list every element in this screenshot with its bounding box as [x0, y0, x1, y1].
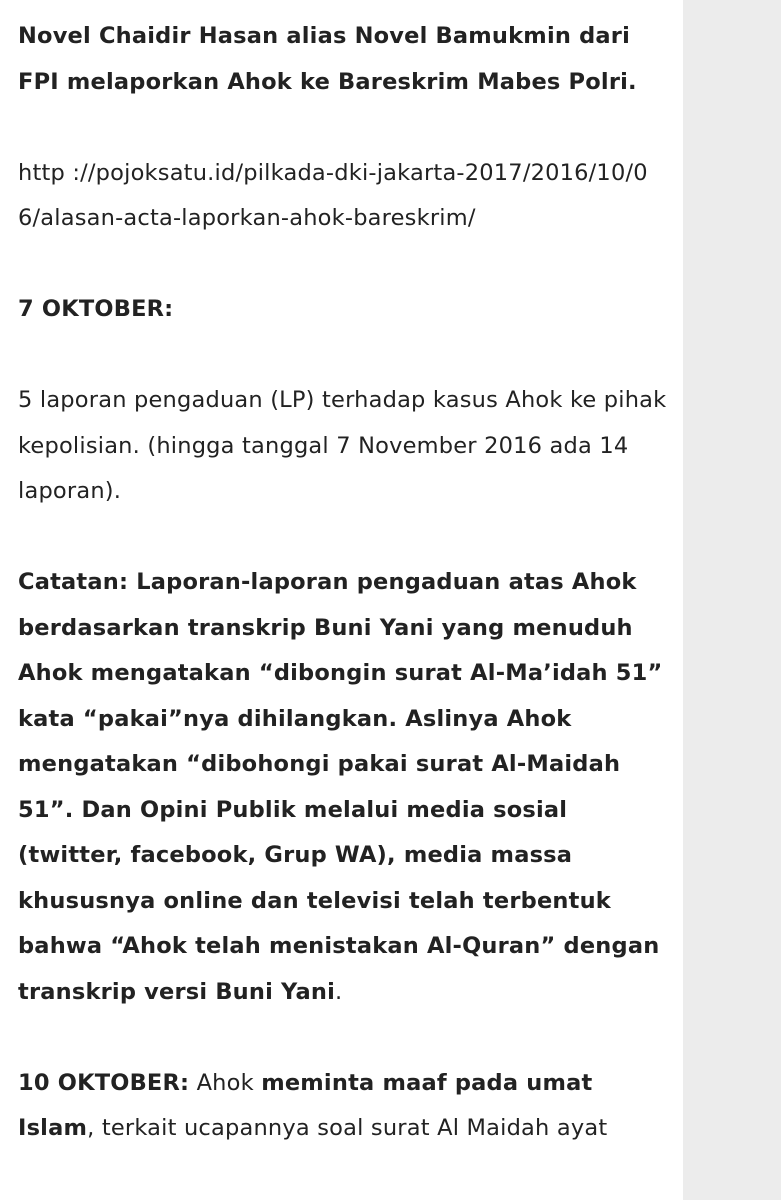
- paragraph-catatan: [18, 560, 668, 1015]
- paragraph-laporan: 5 laporan pengaduan (LP) terhadap kasus Ahok ke pihak kepolisian. (hingga tanggal 7 November 2016 ada 14 laporan).: [18, 387, 667, 504]
- paragraph-report: Novel Chaidir Hasan alias Novel Bamukmin dari FPI melaporkan Ahok ke Bareskrim Mabes Polri.: [18, 23, 637, 95]
- date-heading-7-oktober: 7 OKTOBER:: [18, 296, 174, 322]
- catatan-period: .: [335, 978, 343, 1005]
- catatan-bold-text: Catatan: Laporan-laporan pengaduan atas Ahok berdasarkan transkrip Buni Yani yang menuduh Ahok mengatakan “dibongin surat Al-Ma’idah 51” kata “pakai”nya dihilangkan. Aslinya Ahok mengatakan “dibohongi pakai surat Al-Maidah 51”. Dan Opini Publik melalui media sosial (twitter, facebook, Grup WA), media massa khususnya online dan televisi telah terbentuk bahwa “Ahok telah menistakan Al-Quran” dengan transkrip versi Buni Yani: [18, 569, 663, 1005]
- source-link[interactable]: http ://pojoksatu.id/pilkada-dki-jakarta-2017/2016/10/06/alasan-acta-laporkan-ahok-bareskrim/: [18, 159, 648, 231]
- right-sidebar: [683, 0, 781, 1200]
- text-meminta-maaf: meminta maaf pada umat Islam: [18, 1069, 593, 1141]
- text-terkait: , terkait ucapannya soal surat Al Maidah ayat: [87, 1115, 608, 1141]
- paragraph-10-oktober: [18, 1061, 668, 1152]
- text-ahok: Ahok: [189, 1069, 262, 1096]
- article-body: [18, 14, 668, 1197]
- date-heading-10-oktober: 10 OKTOBER:: [18, 1069, 190, 1096]
